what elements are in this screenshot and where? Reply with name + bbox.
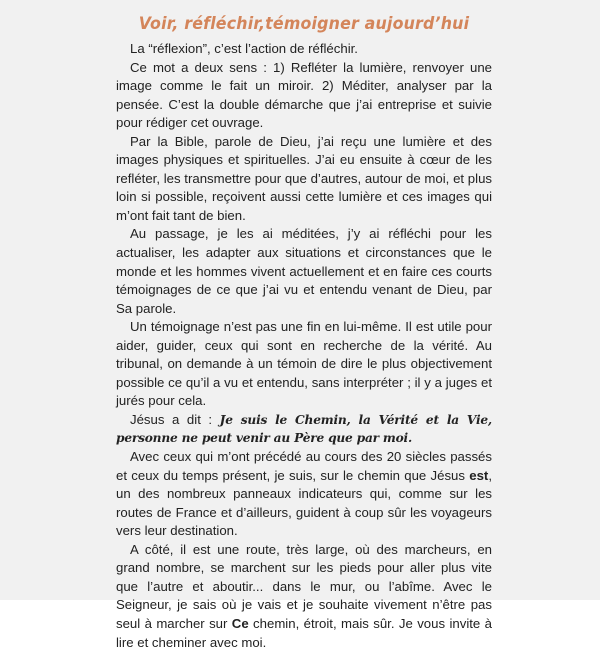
paragraph-8-part-b: chemin, étroit, mais sûr. Je vous invite à lire et cheminer avec moi. bbox=[116, 615, 492, 650]
text-body bbox=[116, 40, 492, 652]
paragraph-8-emphasis: Ce bbox=[231, 615, 249, 631]
quote-lead: Jésus a dit : bbox=[130, 411, 220, 427]
paragraph-5: Un témoignage n’est pas une fin en lui-même. Il est utile pour aider, guider, ceux qui sont en recherche de la vérité. Au tribunal, on demande à un témoin de dire le plus objectivement possible ce qu’il a vu et entendu, sans interpréter ; il y a juges et jurés pour cela. bbox=[116, 319, 492, 409]
paragraph-1: La “réflexion”, c’est l’action de réfléchir. bbox=[130, 41, 358, 56]
paragraph-3: Par la Bible, parole de Dieu, j’ai reçu une lumière et des images physiques et spirituelles. J’ai eu ensuite à cœur de les refléter, les transmettre pour que d’autres, autour de moi, et plus loin si possible, reçoivent aussi cette lumière et ces images qui m’ont fait tant de bien. bbox=[116, 133, 492, 223]
paragraph-6 bbox=[116, 411, 492, 448]
paragraph-8-part-a: A côté, il est une route, très large, où des marcheurs, en grand nombre, se marchent sur les pieds pour aller plus vite que l’autre et aboutir... dans le mur, ou l’abîme. Avec le Seigneur, je sais où je vais et je souhaite vivement n’être pas seul à marcher sur bbox=[116, 541, 492, 631]
paragraph-8 bbox=[116, 541, 492, 652]
paragraph-2: Ce mot a deux sens : 1) Refléter la lumière, renvoyer une image comme le fait un miroir. 2) Méditer, analyser par la pensée. C’est la double démarche que j’ai entreprise et suivie pour rédiger cet ouvrage. bbox=[116, 59, 492, 131]
paragraph-7-part-b: , un des nombreux panneaux indicateurs qui, comme sur les routes de France et d’ailleurs, guident à coup sûr les voyageurs vers leur destination. bbox=[116, 467, 492, 539]
paragraph-4: Au passage, je les ai méditées, j’y ai réfléchi pour les actualiser, les adapter aux situations et circonstances que le monde et les hommes vivent actuellement et en faire ces courts témoignages de ce que j’ai vu et entendu venant de Dieu, par Sa parole. bbox=[116, 226, 492, 316]
bible-quote: Je suis le Chemin, la Vérité et la Vie, personne ne peut venir au Père que par moi. bbox=[116, 412, 492, 446]
page-title: Voir, réfléchir,témoigner aujourd’hui bbox=[138, 14, 470, 34]
paragraph-7 bbox=[116, 448, 492, 541]
paragraph-7-part-a: Avec ceux qui m’ont précédé au cours des 20 siècles passés et ceux du temps présent, je suis, sur le chemin que Jésus bbox=[116, 449, 492, 483]
paragraph-7-emphasis: est bbox=[469, 467, 489, 483]
